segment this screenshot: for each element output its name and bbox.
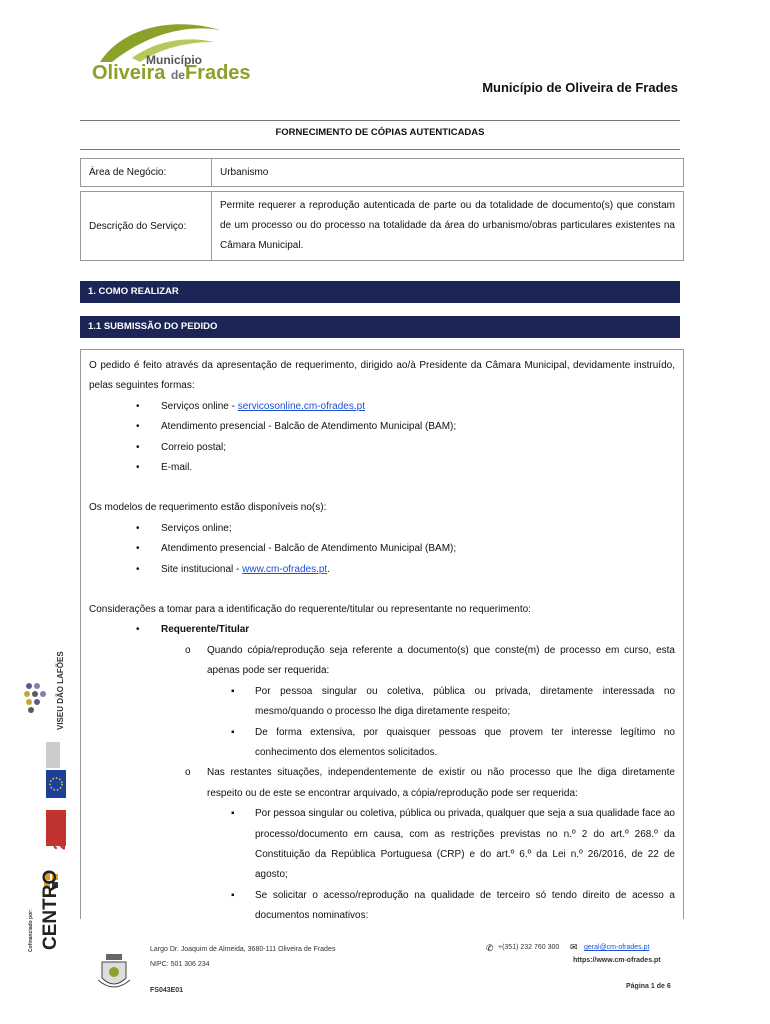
list-item: • Site institucional - www.cm-ofrades.pt.: [136, 563, 330, 575]
viseu-dots-icon: [22, 680, 48, 740]
list-item: • Atendimento presencial - Balcão de Atendimento Municipal (BAM);: [136, 421, 457, 433]
list-item: • Correio postal;: [136, 441, 227, 453]
list-item: • E-mail.: [136, 462, 193, 474]
eu-flag-icon: [46, 770, 66, 798]
site-institucional-link[interactable]: www.cm-ofrades.pt: [242, 563, 328, 575]
list-item: ▪ Por pessoa singular ou coletiva, pública ou privada, qualquer que seja a sua qualidade face ao processo/documento em causa, com as restrições previstas no n.º 2 do art.º 268.º da Constituição da República Portuguesa (CRP) e do art.º 6.º da Lei n.º 26/2016, de 22 de agosto;: [231, 808, 675, 881]
list-item: o Nas restantes situações, independentemente de existir ou não processo que lhe diga diretamente respeito ou de este se encontrar arquivado, a cópia/reprodução pode ser requerida:: [185, 767, 675, 799]
list-item: • Serviços online - servicosonline.cm-ofrades.pt: [136, 400, 365, 412]
logo-municipio-text: Município: [146, 53, 202, 67]
section-title: FORNECIMENTO DE CÓPIAS AUTENTICADAS: [275, 127, 485, 138]
portugal-2020-year: 2020: [50, 812, 69, 850]
list-item: ▪ De forma extensiva, por quaisquer pessoas que provem ter interesse legítimo no conhecimento dos elementos solicitados.: [231, 726, 675, 758]
divider: [80, 120, 680, 121]
area-label: Área de Negócio:: [81, 159, 212, 187]
list-item: ▪ Se solicitar o acesso/reprodução na qualidade de terceiro só tendo direito de acesso a documentos nominativos:: [231, 889, 675, 922]
list-item: • Requerente/Titular: [136, 624, 250, 636]
intro-text: O pedido é feito através da apresentação de requerimento, dirigido ao/à Presidente da Câmara Municipal, devidamente instruído, pelas seguintes formas:: [89, 360, 675, 392]
footer-address: Largo Dr. Joaquim de Almeida, 3680-111 Oliveira de Frades: [150, 946, 336, 953]
models-intro: Os modelos de requerimento estão disponíveis no(s):: [89, 502, 327, 514]
cofinanciado-text: Cofinanciado por:: [28, 909, 34, 952]
content-box: [80, 349, 684, 922]
section-bar-como-realizar: 1. COMO REALIZAR: [80, 281, 680, 303]
header-title: Município de Oliveira de Frades: [482, 80, 678, 95]
list-item: • Serviços online;: [136, 522, 232, 534]
area-value: Urbanismo: [212, 159, 684, 187]
footer-phone: +(351) 232 760 300: [498, 944, 560, 951]
page-number: Página 1 de 6: [626, 983, 671, 990]
divider: [80, 149, 680, 150]
email-icon: ✉: [570, 942, 578, 952]
logo-name: Oliveira deFrades: [92, 62, 251, 84]
servicos-online-link[interactable]: servicosonline.cm-ofrades.pt: [237, 400, 365, 412]
footer-nipc: NIPC: 501 306 234: [150, 961, 210, 968]
centro-text: CENTRO: [40, 869, 61, 950]
description-label: Descrição do Serviço:: [81, 192, 212, 261]
considerations-text: Considerações a tomar para a identificação do requerente/titular ou representante no requerimento:: [89, 604, 531, 616]
footer-code: FS043E01: [150, 987, 184, 994]
coat-of-arms-icon: [96, 950, 132, 994]
phone-icon: ✆: [486, 943, 494, 953]
footer-email-link[interactable]: geral@cm-ofrades.pt: [584, 944, 650, 951]
list-item: ▪ Por pessoa singular ou coletiva, pública ou privada, diretamente interessada no mesmo/quando o processo lhe diga diretamente respeito;: [231, 685, 675, 718]
list-item: • Atendimento presencial - Balcão de Atendimento Municipal (BAM);: [136, 543, 457, 555]
service-info-table: [80, 158, 684, 261]
list-item: o Quando cópia/reprodução seja referente a documento(s) que conste(m) de processo em curso, esta apenas pode ser requerida:: [185, 644, 675, 677]
section-bar-submissao: 1.1 SUBMISSÃO DO PEDIDO: [80, 316, 680, 338]
viseu-text: VISEU DÃO LAFÕES: [56, 651, 65, 730]
description-value: Permite requerer a reprodução autenticada de parte ou da totalidade de documento(s) que constam de um processo ou do processo na totalidade da área do urbanismo/obras particulares existentes na Câmara Municipal.: [212, 192, 684, 261]
footer-web[interactable]: https://www.cm-ofrades.pt: [573, 957, 661, 964]
gov-logo-icon: [46, 742, 60, 768]
